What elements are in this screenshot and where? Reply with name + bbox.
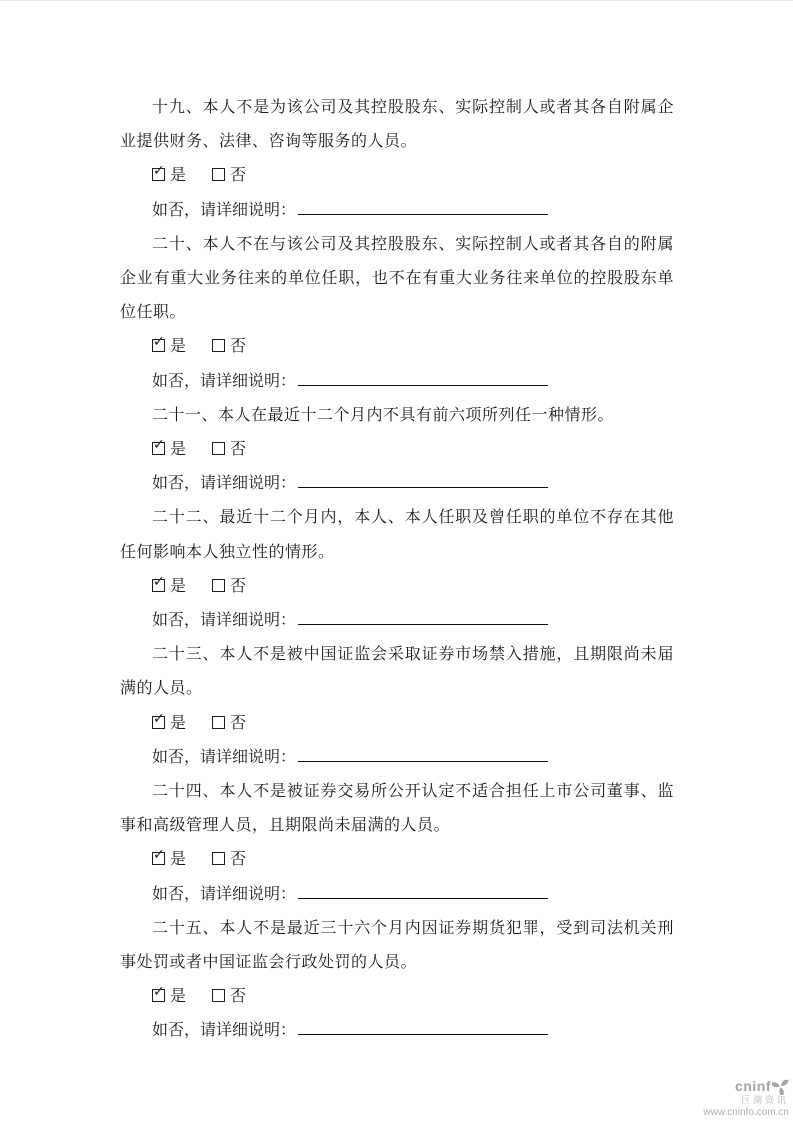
followup-row	[120, 365, 674, 399]
no-label: 否	[230, 440, 247, 458]
followup-label: 如否，请详细说明：	[152, 748, 297, 766]
cninfo-swirl-logo-icon	[772, 1078, 789, 1095]
yes-option[interactable]	[152, 707, 186, 741]
item-paragraph: 二十四、本人不是被证券交易所公开认定不适合担任上市公司董事、监事和高级管理人员，且期限尚未届满的人员。	[120, 782, 674, 835]
checkbox-empty-icon[interactable]	[212, 339, 225, 352]
answer-blank-line[interactable]	[298, 370, 548, 386]
declaration-item-19	[120, 91, 674, 228]
checkbox-checked-icon[interactable]	[152, 573, 165, 592]
no-option[interactable]	[212, 433, 246, 467]
check-mark-icon: ✓	[153, 847, 165, 864]
no-option[interactable]	[212, 843, 246, 877]
answer-blank-line[interactable]	[298, 883, 548, 899]
checkbox-empty-icon[interactable]	[212, 579, 225, 592]
no-option[interactable]	[212, 707, 246, 741]
answer-blank-line[interactable]	[298, 199, 548, 215]
followup-label: 如否，请详细说明：	[152, 372, 297, 390]
answer-blank-line[interactable]	[298, 609, 548, 625]
no-label: 否	[230, 338, 247, 356]
yes-option[interactable]	[152, 570, 186, 604]
item-paragraph: 二十、本人不在与该公司及其控股股东、实际控制人或者其各自的附属企业有重大业务往来的单位任职，也不在有重大业务往来单位的控股股东单位任职。	[120, 235, 674, 322]
checkbox-empty-icon[interactable]	[212, 852, 225, 865]
yes-no-row	[120, 433, 674, 467]
followup-label: 如否，请详细说明：	[152, 611, 297, 629]
declaration-item-22	[120, 501, 674, 638]
cninfo-brand-row	[703, 1078, 789, 1095]
yes-option[interactable]	[152, 159, 186, 193]
declaration-item-24	[120, 775, 674, 912]
yes-option[interactable]	[152, 980, 186, 1014]
yes-no-row	[120, 570, 674, 604]
followup-label: 如否，请详细说明：	[152, 1022, 297, 1040]
yes-option[interactable]	[152, 433, 186, 467]
yes-label: 是	[170, 167, 187, 185]
answer-blank-line[interactable]	[298, 1019, 548, 1035]
answer-blank-line[interactable]	[298, 746, 548, 762]
cninfo-brand-cn: 巨潮资讯	[740, 1095, 789, 1105]
yes-label: 是	[170, 577, 187, 595]
checkbox-checked-icon[interactable]	[152, 984, 165, 1002]
yes-label: 是	[170, 851, 187, 869]
yes-label: 是	[170, 714, 187, 732]
check-mark-icon: ✓	[153, 436, 165, 453]
check-mark-icon: ✓	[153, 334, 165, 351]
checkbox-checked-icon[interactable]	[152, 163, 165, 181]
no-option[interactable]	[212, 570, 246, 604]
cninfo-url: www.cninfo.com.cn	[703, 1106, 789, 1118]
declaration-item-21	[120, 399, 674, 502]
no-option[interactable]	[212, 980, 246, 1014]
yes-no-row	[120, 159, 674, 193]
cninfo-brand-text: cninf	[735, 1077, 771, 1094]
checkbox-checked-icon[interactable]	[152, 334, 165, 352]
followup-row	[120, 194, 674, 228]
no-option[interactable]	[212, 330, 246, 364]
item-paragraph: 二十三、本人不是被中国证监会采取证券市场禁入措施，且期限尚未届满的人员。	[120, 646, 674, 698]
no-label: 否	[230, 167, 247, 185]
yes-label: 是	[170, 440, 187, 458]
followup-label: 如否，请详细说明：	[152, 885, 297, 903]
check-mark-icon: ✓	[153, 710, 165, 727]
item-paragraph: 二十二、最近十二个月内，本人、本人任职及曾任职的单位不存在其他任何影响本人独立性的情形。	[120, 509, 674, 561]
checkbox-checked-icon[interactable]	[152, 436, 165, 455]
followup-label: 如否，请详细说明：	[152, 475, 297, 493]
checkbox-checked-icon[interactable]	[152, 847, 165, 865]
checkbox-empty-icon[interactable]	[212, 716, 225, 729]
no-label: 否	[230, 714, 247, 732]
checkbox-checked-icon[interactable]	[152, 710, 165, 729]
item-paragraph: 二十五、本人不是最近三十六个月内因证券期货犯罪，受到司法机关刑事处罚或者中国证监会行政处罚的人员。	[120, 919, 674, 971]
yes-label: 是	[170, 338, 187, 356]
no-option[interactable]	[212, 159, 246, 193]
declaration-item-20	[120, 228, 674, 399]
check-mark-icon: ✓	[153, 573, 165, 590]
followup-row	[120, 604, 674, 638]
check-mark-icon: ✓	[153, 984, 165, 1001]
cninfo-watermark	[703, 1078, 789, 1118]
no-label: 否	[230, 577, 247, 595]
declaration-item-25	[120, 912, 674, 1049]
declaration-document	[0, 1, 793, 1048]
yes-no-row	[120, 980, 674, 1014]
no-label: 否	[230, 988, 247, 1006]
yes-option[interactable]	[152, 843, 186, 877]
declaration-item-23	[120, 638, 674, 775]
item-paragraph: 二十一、本人在最近十二个月内不具有前六项所列任一种情形。	[152, 406, 615, 424]
check-mark-icon: ✓	[153, 163, 165, 180]
yes-no-row	[120, 707, 674, 741]
item-paragraph: 十九、本人不是为该公司及其控股股东、实际控制人或者其各自附属企业提供财务、法律、咨询等服务的人员。	[120, 99, 674, 151]
followup-label: 如否，请详细说明：	[152, 201, 297, 219]
checkbox-empty-icon[interactable]	[212, 168, 225, 181]
followup-row	[120, 878, 674, 912]
answer-blank-line[interactable]	[298, 472, 548, 488]
followup-row	[120, 741, 674, 775]
yes-option[interactable]	[152, 330, 186, 364]
followup-row	[120, 1014, 674, 1048]
yes-label: 是	[170, 988, 187, 1006]
followup-row	[120, 467, 674, 501]
no-label: 否	[230, 851, 247, 869]
yes-no-row	[120, 330, 674, 364]
checkbox-empty-icon[interactable]	[212, 442, 225, 455]
yes-no-row	[120, 843, 674, 877]
checkbox-empty-icon[interactable]	[212, 989, 225, 1002]
